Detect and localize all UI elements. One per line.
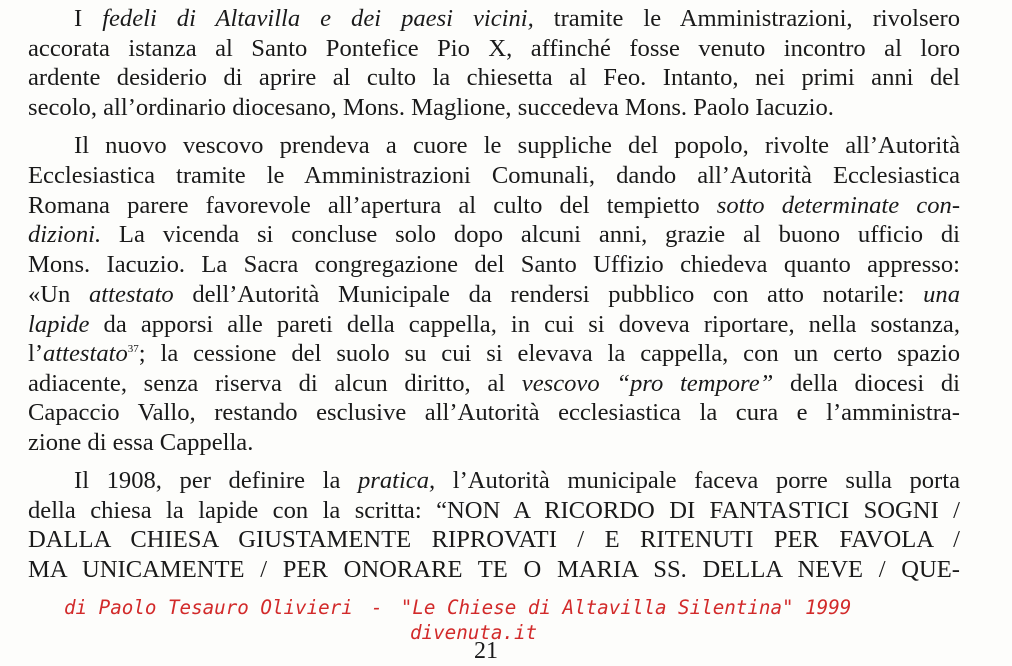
- italic-text: una: [923, 281, 960, 308]
- italic-text: attestato: [43, 340, 128, 367]
- text-run: zione di essa Cappella.: [28, 429, 254, 456]
- text-run: «Un: [28, 281, 89, 308]
- page-number: 21: [474, 638, 498, 664]
- text-line: [28, 369, 960, 399]
- footnote-ref: 37: [127, 343, 139, 355]
- text-run: I: [74, 5, 103, 32]
- text-run: Il 1908, per definire la: [74, 467, 358, 494]
- text-line: [28, 428, 960, 458]
- italic-text: vescovo “pro tempore”: [521, 370, 774, 397]
- text-line: [74, 4, 960, 34]
- text-run: adiacente, senza riserva di alcun diritto, al: [28, 370, 522, 397]
- italic-text: pratica,: [357, 467, 436, 494]
- text-run: Mons. Iacuzio. La Sacra congregazione del Santo Uffizio chiedeva quanto appresso:: [28, 251, 960, 278]
- text-run: DALLA CHIESA GIUSTAMENTE RIPROVATI / E RITENUTI PER FAVOLA /: [28, 526, 960, 553]
- text-line: [28, 161, 960, 191]
- text-run: MA UNICAMENTE / PER ONORARE TE O MARIA SS. DELLA NEVE / QUE-: [28, 556, 960, 583]
- text-run: Capaccio Vallo, restando esclusive all’Autorità ecclesiastica la cura e l’amministra-: [28, 399, 960, 426]
- text-run: dell’Autorità Municipale da rendersi pubblico con atto notarile:: [173, 281, 924, 308]
- text-run: della diocesi di: [773, 370, 960, 397]
- text-run: Il nuovo vescovo prendeva a cuore le suppliche del popolo, rivolte all’Autorità: [74, 132, 960, 159]
- text-run: secolo, all’ordinario diocesano, Mons. Maglione, succedeva Mons. Paolo Iacuzio.: [28, 94, 834, 121]
- text-line: [28, 34, 960, 64]
- text-line: [28, 525, 960, 555]
- text-line: [28, 339, 960, 369]
- text-run: l’Autorità municipale faceva porre sulla porta: [435, 467, 960, 494]
- text-line: [28, 310, 960, 340]
- watermark-author: di Paolo Tesauro Olivieri: [64, 596, 353, 619]
- text-line: [28, 496, 960, 526]
- italic-text: attestato: [88, 281, 174, 308]
- text-line: [74, 466, 960, 496]
- watermark-site: divenuta.it: [410, 621, 538, 644]
- text-line: [28, 191, 960, 221]
- text-run: da apporsi alle pareti della cappella, in cui si doveva riportare, nella sostanza,: [89, 311, 960, 338]
- text-run: Romana parere favorevole all’apertura al culto del tempietto: [28, 192, 717, 219]
- text-line: [28, 220, 960, 250]
- text-run: l’: [28, 340, 44, 367]
- text-run: Ecclesiastica tramite le Amministrazioni Comunali, dando all’Autorità Ecclesiastica: [28, 162, 960, 189]
- text-line: [28, 93, 960, 123]
- text-line: [74, 131, 960, 161]
- text-run: tramite le Amministrazioni, rivolsero: [533, 5, 960, 32]
- text-line: [28, 250, 960, 280]
- italic-text: fedeli di Altavilla e dei paesi vicini,: [102, 5, 534, 32]
- text-run: La vicenda si concluse solo dopo alcuni anni, grazie al buono ufficio di: [101, 221, 960, 248]
- italic-text: lapide: [28, 311, 90, 338]
- text-line: [28, 63, 960, 93]
- text-line: [28, 280, 960, 310]
- watermark-separator: -: [371, 596, 383, 619]
- text-run: della chiesa la lapide con la scritta: “NON A RICORDO DI FANTASTICI SOGNI /: [28, 497, 960, 524]
- text-line: [28, 555, 960, 585]
- italic-text: sotto determinate con-: [716, 192, 961, 219]
- italic-text: dizioni.: [28, 221, 102, 248]
- text-run: ; la cessione del suolo su cui si elevava la cappella, con un certo spazio: [138, 340, 960, 367]
- watermark-book-title: "Le Chiese di Altavilla Silentina" 1999: [400, 596, 852, 619]
- text-line: [28, 398, 960, 428]
- text-run: ardente desiderio di aprire al culto la chiesetta al Feo. Intanto, nei primi anni del: [28, 64, 960, 91]
- text-run: accorata istanza al Santo Pontefice Pio X, affinché fosse venuto incontro al loro: [28, 35, 960, 62]
